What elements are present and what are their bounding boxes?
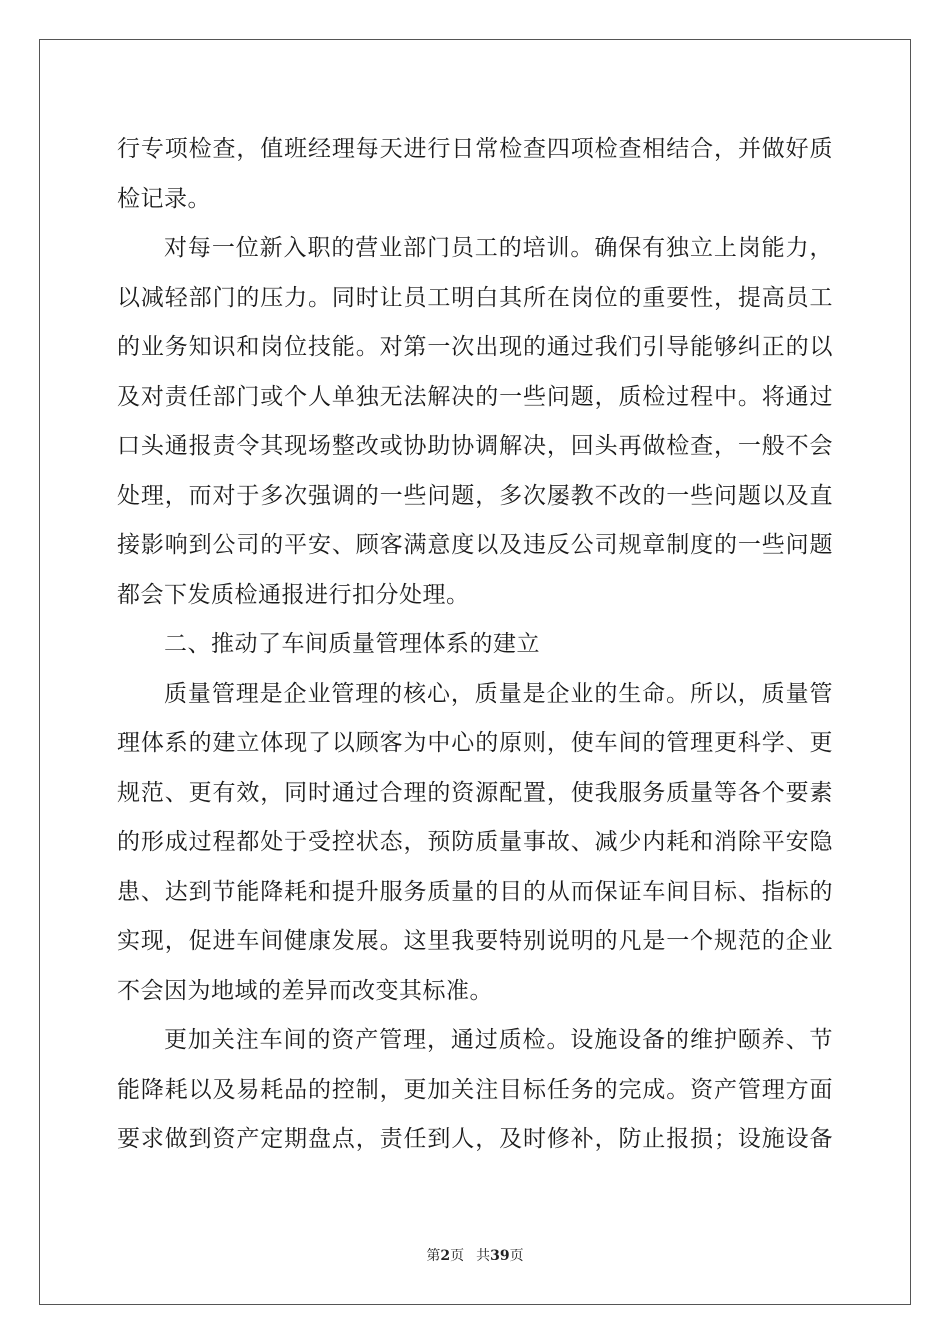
paragraph-line: 以减轻部门的压力。同时让员工明白其所在岗位的重要性，提高员工: [117, 284, 833, 311]
paragraph-line: 二、推动了车间质量管理体系的建立: [164, 631, 540, 657]
paragraph-line: 检记录。: [117, 185, 211, 212]
paragraph-line: 能降耗以及易耗品的控制，更加关注目标任务的完成。资产管理方面: [117, 1076, 833, 1103]
document-body: [117, 125, 833, 1165]
paragraph-line: 口头通报责令其现场整改或协助协调解决，回头再做检查，一般不会: [117, 433, 833, 459]
page-prefix: 第: [426, 1248, 441, 1264]
paragraph-line: 质量管理是企业管理的核心，质量是企业的生命。所以，质量管: [164, 680, 833, 707]
page-footer: [0, 1245, 950, 1265]
page-number: 2: [440, 1248, 451, 1264]
paragraph-line: 要求做到资产定期盘点，责任到人，及时修补，防止报损；设施设备: [117, 1126, 833, 1152]
paragraph-line: 及对责任部门或个人单独无法解决的一些问题，质检过程中。将通过: [117, 383, 833, 410]
page-suffix: 页: [450, 1248, 465, 1264]
total-prefix: 共: [476, 1248, 491, 1264]
paragraph-line: 患、达到节能降耗和提升服务质量的目的从而保证车间目标、指标的: [117, 878, 833, 905]
paragraph-line: 更加关注车间的资产管理，通过质检。设施设备的维护颐养、节: [164, 1027, 833, 1053]
total-suffix: 页: [509, 1248, 524, 1264]
paragraph-line: 规范、更有效，同时通过合理的资源配置，使我服务质量等各个要素: [117, 779, 833, 806]
paragraph-line: 都会下发质检通报进行扣分处理。: [117, 581, 470, 608]
paragraph-line: 的形成过程都处于受控状态，预防质量事故、减少内耗和消除平安隐: [117, 829, 833, 855]
paragraph-line: 不会因为地域的差异而改变其标准。: [117, 977, 493, 1004]
total-pages: 39: [490, 1248, 510, 1264]
paragraph-line: 行专项检查，值班经理每天进行日常检查四项检查相结合，并做好质: [117, 136, 833, 162]
paragraph-line: 处理，而对于多次强调的一些问题，多次屡教不改的一些问题以及直: [117, 482, 833, 509]
paragraph-line: 理体系的建立体现了以顾客为中心的原则，使车间的管理更科学、更: [117, 730, 833, 756]
paragraph-line: 对每一位新入职的营业部门员工的培训。确保有独立上岗能力，: [164, 235, 833, 261]
paragraph-line: 的业务知识和岗位技能。对第一次出现的通过我们引导能够纠正的以: [117, 334, 833, 360]
paragraph-line: 实现，促进车间健康发展。这里我要特别说明的凡是一个规范的企业: [117, 928, 833, 954]
paragraph-line: 接影响到公司的平安、顾客满意度以及违反公司规章制度的一些问题: [117, 532, 833, 558]
